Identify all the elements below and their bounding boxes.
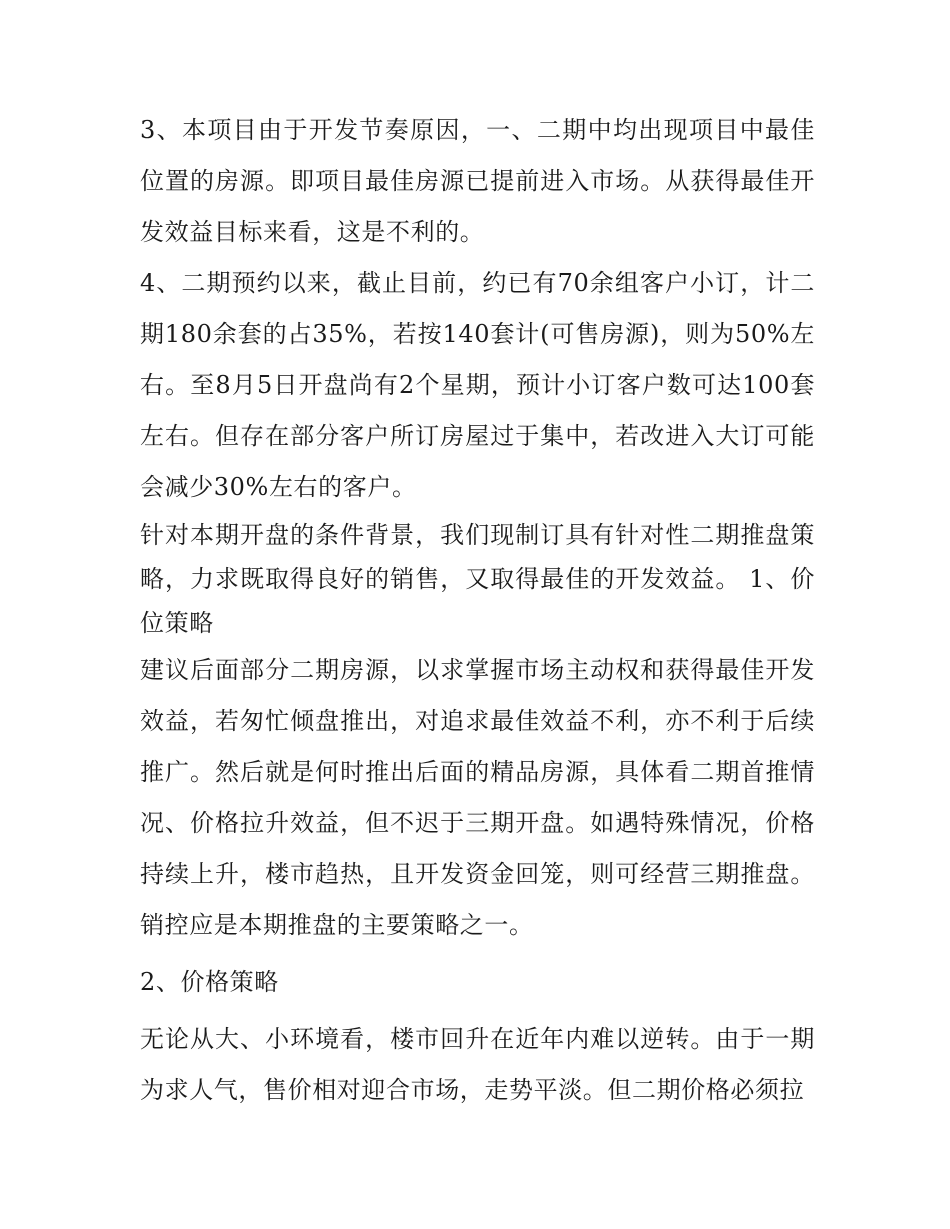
paragraph-strategy-intro: 针对本期开盘的条件背景，我们现制订具有针对性二期推盘策略，力求既取得良好的销售，又取得最佳的开发效益。 1、价位策略 bbox=[140, 521, 815, 637]
paragraph-market-outlook: 无论从大、小环境看，楼市回升在近年内难以逆转。由于一期为求人气，售价相对迎合市场，走势平淡。但二期价格必须拉 bbox=[140, 1025, 815, 1104]
paragraph-item-3: 3、本项目由于开发节奏原因，一、二期中均出现项目中最佳位置的房源。即项目最佳房源已提前进入市场。从获得最佳开发效益目标来看，这是不利的。 bbox=[140, 116, 815, 246]
paragraph-item-4: 4、二期预约以来，截止目前，约已有70余组客户小订，计二期180余套的占35%，若按140套计(可售房源)，则为50%左右。至8月5日开盘尚有2个星期，预计小订客户数可达100套左右。但存在部分客户所订房屋过于集中，若改进入大订可能会减少30%左右的客户。 bbox=[140, 269, 815, 501]
paragraph-pricing-recommendation: 建议后面部分二期房源，以求掌握市场主动权和获得最佳开发效益，若匆忙倾盘推出，对追求最佳效益不利，亦不利于后续推广。然后就是何时推出后面的精品房源，具体看二期首推情况、价格拉升效益，但不迟于三期开盘。如遇特殊情况，价格持续上升，楼市趋热，且开发资金回笼，则可经营三期推盘。销控应是本期推盘的主要策略之一。 bbox=[140, 656, 815, 939]
heading-price-strategy: 2、价格策略 bbox=[140, 968, 279, 996]
document-body bbox=[140, 105, 815, 1116]
